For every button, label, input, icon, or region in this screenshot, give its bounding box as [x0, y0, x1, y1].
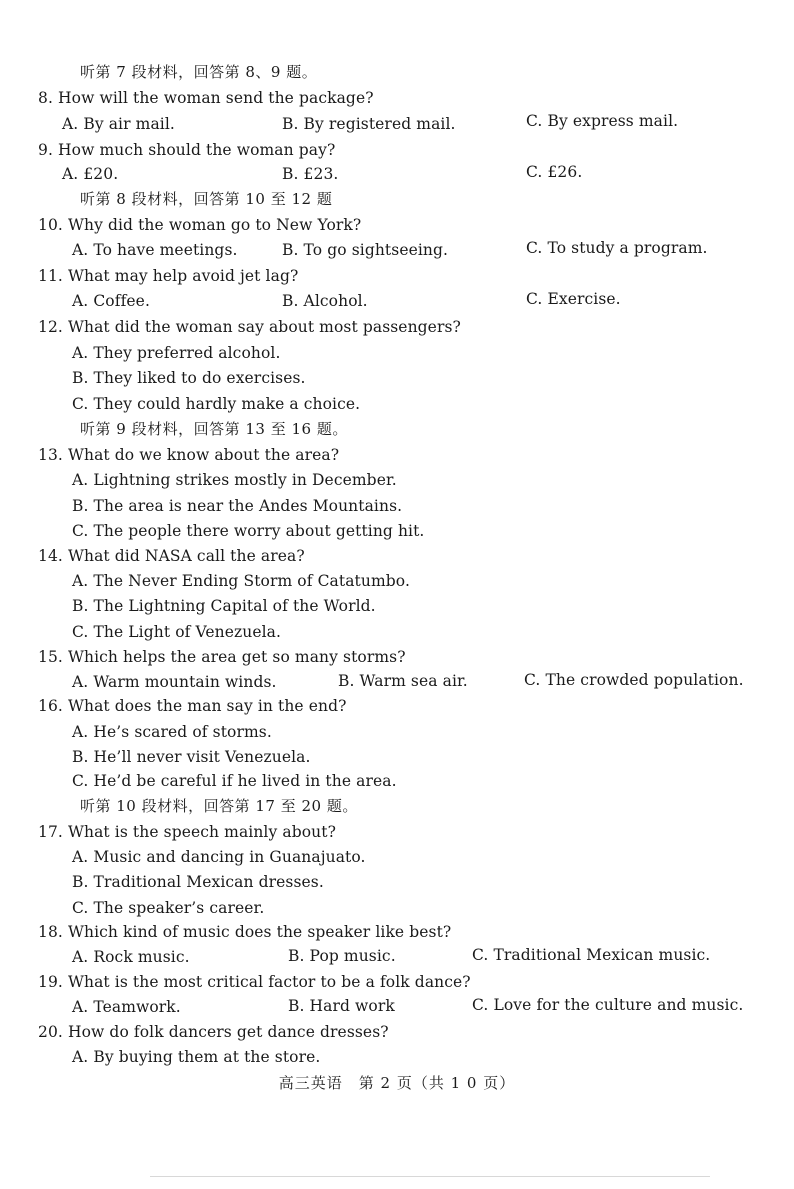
question-14-stem: 14. What did NASA call the area?	[38, 547, 305, 565]
question-9-option-a: A. £20.	[62, 165, 119, 183]
question-13-option-a: A. Lightning strikes mostly in December.	[72, 471, 397, 489]
question-13-option-b: B. The area is near the Andes Mountains.	[72, 497, 403, 515]
question-19-option-b: B. Hard work	[288, 997, 395, 1015]
question-18-option-b: B. Pop music.	[288, 947, 396, 965]
question-9-stem: 9. How much should the woman pay?	[38, 141, 336, 159]
question-16-option-c: C. He’d be careful if he lived in the area.	[72, 772, 397, 790]
question-19-option-c: C. Love for the culture and music.	[472, 996, 744, 1014]
question-14-option-b: B. The Lightning Capital of the World.	[72, 597, 376, 615]
question-8-option-c: C. By express mail.	[526, 112, 679, 130]
question-20-stem: 20. How do folk dancers get dance dresses?	[38, 1023, 389, 1041]
question-17-option-b: B. Traditional Mexican dresses.	[72, 873, 324, 891]
question-11-option-a: A. Coffee.	[72, 292, 150, 310]
question-12-option-c: C. They could hardly make a choice.	[72, 395, 361, 413]
bottom-divider	[150, 1176, 710, 1177]
question-9-option-b: B. £23.	[282, 165, 339, 183]
question-11-stem: 11. What may help avoid jet lag?	[38, 267, 299, 285]
question-16-stem: 16. What does the man say in the end?	[38, 697, 347, 715]
question-12-option-a: A. They preferred alcohol.	[72, 344, 281, 362]
question-8-option-a: A. By air mail.	[62, 115, 175, 133]
question-17-stem: 17. What is the speech mainly about?	[38, 823, 336, 841]
question-14-option-a: A. The Never Ending Storm of Catatumbo.	[72, 572, 410, 590]
section-10-instruction: 听第 10 段材料，回答第 17 至 20 题。	[80, 797, 358, 815]
question-17-option-c: C. The speaker’s career.	[72, 899, 265, 917]
question-20-option-a: A. By buying them at the store.	[72, 1048, 321, 1066]
question-14-option-c: C. The Light of Venezuela.	[72, 623, 282, 641]
question-12-stem: 12. What did the woman say about most passengers?	[38, 318, 461, 336]
question-17-option-a: A. Music and dancing in Guanajuato.	[72, 848, 366, 866]
section-7-instruction: 听第 7 段材料，回答第 8、9 题。	[80, 63, 318, 81]
question-18-stem: 18. Which kind of music does the speaker like best?	[38, 923, 452, 941]
section-9-instruction: 听第 9 段材料，回答第 13 至 16 题。	[80, 420, 348, 438]
question-10-option-a: A. To have meetings.	[72, 241, 238, 259]
question-18-option-c: C. Traditional Mexican music.	[472, 946, 711, 964]
question-19-option-a: A. Teamwork.	[72, 998, 181, 1016]
question-19-stem: 19. What is the most critical factor to be a folk dance?	[38, 973, 471, 991]
question-8-stem: 8. How will the woman send the package?	[38, 89, 374, 107]
question-10-stem: 10. Why did the woman go to New York?	[38, 216, 362, 234]
question-9-option-c: C. £26.	[526, 163, 583, 181]
question-15-option-b: B. Warm sea air.	[338, 672, 468, 690]
page-footer: 高三英语 第 2 页（共 1 0 页）	[278, 1074, 516, 1092]
question-18-option-a: A. Rock music.	[72, 948, 190, 966]
section-8-instruction: 听第 8 段材料，回答第 10 至 12 题	[80, 190, 333, 208]
question-15-option-a: A. Warm mountain winds.	[72, 673, 277, 691]
question-13-stem: 13. What do we know about the area?	[38, 446, 340, 464]
question-11-option-b: B. Alcohol.	[282, 292, 368, 310]
question-11-option-c: C. Exercise.	[526, 290, 621, 308]
question-16-option-a: A. He’s scared of storms.	[72, 723, 272, 741]
question-12-option-b: B. They liked to do exercises.	[72, 369, 306, 387]
question-8-option-b: B. By registered mail.	[282, 115, 456, 133]
question-15-option-c: C. The crowded population.	[524, 671, 744, 689]
question-13-option-c: C. The people there worry about getting hit.	[72, 522, 425, 540]
question-16-option-b: B. He’ll never visit Venezuela.	[72, 748, 311, 766]
question-15-stem: 15. Which helps the area get so many storms?	[38, 648, 406, 666]
question-10-option-c: C. To study a program.	[526, 239, 708, 257]
question-10-option-b: B. To go sightseeing.	[282, 241, 449, 259]
